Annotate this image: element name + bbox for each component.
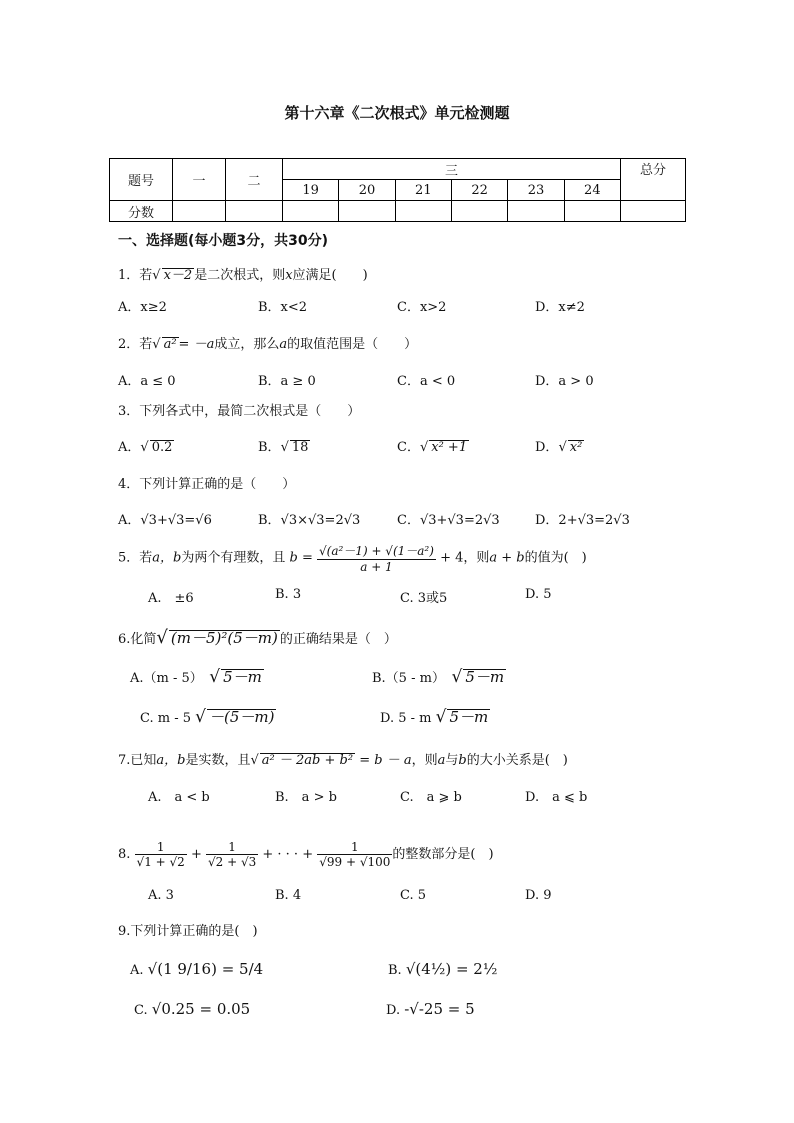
choice-c[interactable]: C．√ x² +1 <box>397 440 468 455</box>
choice-d[interactable]: D. a ⩽ b <box>525 790 588 805</box>
score-cell[interactable] <box>621 201 686 222</box>
choice-d[interactable]: D．a > 0 <box>535 374 594 389</box>
score-cell[interactable] <box>508 201 564 222</box>
choice-b[interactable]: B. 4 <box>275 888 302 903</box>
score-cell[interactable] <box>283 201 339 222</box>
col-24: 24 <box>564 180 620 201</box>
choice-d[interactable]: D．x≠2 <box>535 300 585 315</box>
question-number-label: 题号 <box>110 159 173 201</box>
score-label: 分数 <box>110 201 173 222</box>
question-2: 2．若√ a² = －a成立，那么a的取值范围是（ ） <box>118 337 418 352</box>
col-22: 22 <box>451 180 507 201</box>
choice-a[interactable]: A．√ 0.2 <box>118 440 173 455</box>
choice-a[interactable]: A. √(1 9/16) = 5/4 <box>130 960 264 978</box>
col-19: 19 <box>283 180 339 201</box>
choice-a[interactable]: A. ±6 <box>148 591 194 606</box>
choice-c[interactable]: C. a ⩾ b <box>400 790 462 805</box>
col-21: 21 <box>395 180 451 201</box>
choice-b[interactable]: B．a ≥ 0 <box>258 374 316 389</box>
question-6: 6.化简√ (m－5)²(5－m) 的正确结果是（ ） <box>118 627 397 648</box>
question-5: 5．若a，b为两个有理数，且 b = $\frac{\text{√(a²－1) + √(1－a²)}}{a + 1}$ + 4，则a + b的值为( ) <box>118 544 587 574</box>
col-20: 20 <box>339 180 395 201</box>
choice-a[interactable]: A. 3 <box>148 888 174 903</box>
choice-d[interactable]: D. 9 <box>525 888 552 903</box>
choice-b[interactable]: B. a > b <box>275 790 337 805</box>
question-7: 7.已知a，b是实数，且√ a² － 2ab + b² = b － a，则a与b的大小关系是( ) <box>118 753 568 768</box>
score-cell[interactable] <box>226 201 283 222</box>
col-total: 总分 <box>621 159 686 201</box>
question-8: 8. $\frac{1}{√1 + √2}$ + $\frac{1}{√2 + √3}$ + · · · + $\frac{1}{√99 + √100}$ 的整数部分是( ) <box>118 840 494 869</box>
choice-a[interactable]: A. a < b <box>148 790 210 805</box>
choice-c[interactable]: C. m - 5 √ －(5－m) <box>140 707 275 727</box>
score-cell[interactable] <box>564 201 620 222</box>
score-cell[interactable] <box>451 201 507 222</box>
choice-d[interactable]: D．2+√3=2√3 <box>535 513 630 528</box>
question-4: 4．下列计算正确的是（ ） <box>118 477 296 492</box>
choice-c[interactable]: C．x>2 <box>397 300 447 315</box>
page-title: 第十六章《二次根式》单元检测题 <box>284 104 510 122</box>
col-section-2: 二 <box>226 159 283 201</box>
col-section-1: 一 <box>173 159 226 201</box>
choice-b[interactable]: B. 3 <box>275 587 302 602</box>
question-1: 1．若√ x－2 是二次根式，则x应满足( ) <box>118 268 368 283</box>
choice-a[interactable]: A．x≥2 <box>118 300 167 315</box>
choice-b[interactable]: B．x<2 <box>258 300 308 315</box>
choice-d[interactable]: D．√ x² <box>535 440 583 455</box>
choice-a[interactable]: A．√3+√3=√6 <box>118 513 212 528</box>
score-table <box>109 158 686 222</box>
choice-c[interactable]: C. √0.25 = 0.05 <box>134 1000 251 1018</box>
choice-c[interactable]: C. 5 <box>400 888 427 903</box>
score-cell[interactable] <box>395 201 451 222</box>
choice-c[interactable]: C. 3或5 <box>400 591 448 606</box>
choice-a[interactable]: A.（m - 5） √ 5－m <box>130 667 262 687</box>
question-3: 3．下列各式中，最简二次根式是（ ） <box>118 404 361 419</box>
question-9: 9.下列计算正确的是( ) <box>118 924 258 939</box>
choice-d[interactable]: D. -√-25 = 5 <box>386 1000 475 1018</box>
choice-d[interactable]: D. 5 <box>525 587 552 602</box>
choice-d[interactable]: D. 5 - m √ 5－m <box>380 707 489 727</box>
section-heading: 一、选择题(每小题3分，共30分) <box>118 233 329 249</box>
choice-b[interactable]: B. √(4½) = 2½ <box>388 960 498 978</box>
choice-b[interactable]: B.（5 - m） √ 5－m <box>372 667 505 687</box>
score-cell[interactable] <box>339 201 395 222</box>
col-23: 23 <box>508 180 564 201</box>
col-section-3: 三 <box>283 159 621 180</box>
choice-b[interactable]: B．√3×√3=2√3 <box>258 513 361 528</box>
choice-c[interactable]: C．√3+√3=2√3 <box>397 513 500 528</box>
choice-a[interactable]: A．a ≤ 0 <box>118 374 176 389</box>
score-cell[interactable] <box>173 201 226 222</box>
choice-c[interactable]: C．a < 0 <box>397 374 456 389</box>
choice-b[interactable]: B．√ 18 <box>258 440 309 455</box>
